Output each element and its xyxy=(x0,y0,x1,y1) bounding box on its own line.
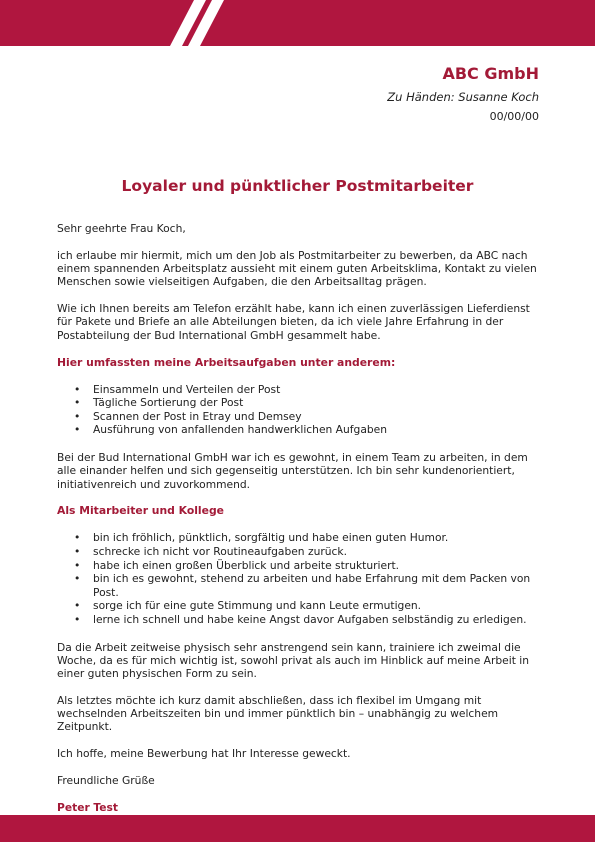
letter-body xyxy=(57,222,547,828)
list-item xyxy=(57,531,547,545)
list-item xyxy=(57,572,547,599)
list-item xyxy=(57,423,547,437)
list-item-text: schrecke ich nicht vor Routineaufgaben zurück. xyxy=(93,544,347,558)
signature-name: Peter Test xyxy=(57,800,119,814)
salutation: Sehr geehrte Frau Koch, xyxy=(57,222,186,235)
paragraph-team: Bei der Bud International GmbH war ich es gewohnt, in einem Team zu arbeiten, in dem alle einander helfen und sich gegenseitig unterstützen. Ich bin sehr kundenorientiert, initiativenreich und zuvorkommend. xyxy=(57,450,528,491)
top-band-fill xyxy=(0,0,595,46)
list-item-text: lerne ich schnell und habe keine Angst davor Aufgaben selbständig zu erledigen. xyxy=(93,612,527,626)
list-item xyxy=(57,383,547,397)
paragraph-closing: Ich hoffe, meine Bewerbung hat Ihr Interesse geweckt. xyxy=(57,747,351,761)
list-item xyxy=(57,559,547,573)
bullet-icon: • xyxy=(74,396,81,410)
qualities-heading: Als Mitarbeiter und Kollege xyxy=(57,504,225,518)
list-item xyxy=(57,613,547,627)
company-name: ABC GmbH xyxy=(442,64,539,83)
tasks-list xyxy=(57,383,547,437)
list-item-text: Scannen der Post in Etray und Demsey xyxy=(93,409,302,423)
bullet-icon: • xyxy=(74,572,81,586)
list-item xyxy=(57,599,547,613)
recipient-block xyxy=(387,64,539,124)
bottom-decorative-band xyxy=(0,815,595,842)
bullet-icon: • xyxy=(74,423,81,437)
bullet-icon: • xyxy=(74,382,81,396)
letter-date: 00/00/00 xyxy=(489,110,539,123)
tasks-heading: Hier umfassten meine Arbeitsaufgaben unter anderem: xyxy=(57,355,396,369)
bullet-icon: • xyxy=(74,599,81,613)
bullet-icon: • xyxy=(74,612,81,626)
paragraph-intro: ich erlaube mir hiermit, mich um den Job als Postmitarbeiter zu bewerben, da ABC nach einem spannenden Arbeitsplatz aussieht mit einem guten Arbeitsklima, Kontakt zu vielen Menschen sowie vielseitigen Aufgaben, die den Arbeitsalltag prägen. xyxy=(57,248,537,289)
bullet-icon: • xyxy=(74,531,81,545)
list-item-text: Ausführung von anfallenden handwerklichen Aufgaben xyxy=(93,423,388,437)
paragraph-flexibility: Als letztes möchte ich kurz damit abschließen, dass ich flexibel im Umgang mit wechselnden Arbeitszeiten bin und immer pünktlich bin – unabhängig zu welchem Zeitpunkt. xyxy=(57,693,499,734)
valediction: Freundliche Grüße xyxy=(57,774,155,788)
top-decorative-band xyxy=(0,0,595,46)
attention-line: Zu Händen: Susanne Koch xyxy=(387,90,539,104)
list-item-text: sorge ich für eine gute Stimmung und kann Leute ermutigen. xyxy=(93,599,422,613)
list-item-text: habe ich einen großen Überblick und arbeite strukturiert. xyxy=(93,558,400,572)
list-item xyxy=(57,396,547,410)
letter-subject: Loyaler und pünktlicher Postmitarbeiter xyxy=(121,177,474,195)
bullet-icon: • xyxy=(74,409,81,423)
qualities-list xyxy=(57,531,547,626)
list-item xyxy=(57,410,547,424)
list-item-text: Einsammeln und Verteilen der Post xyxy=(93,382,281,396)
list-item-text: bin ich fröhlich, pünktlich, sorgfältig und habe einen guten Humor. xyxy=(93,531,449,545)
list-item-text: Tägliche Sortierung der Post xyxy=(93,396,244,410)
paragraph-experience: Wie ich Ihnen bereits am Telefon erzählt habe, kann ich einen zuverlässigen Lieferdienst für Pakete und Briefe an alle Abteilungen bieten, da ich viele Jahre Erfahrung in der Postabteilung der Bud International GmbH gesammelt habe. xyxy=(57,302,530,342)
paragraph-fitness: Da die Arbeit zeitweise physisch sehr anstrengend sein kann, trainiere ich zweimal die Woche, da es für mich wichtig ist, sowohl privat als auch im Hinblick auf meine Arbeit in einer guten physischen Form zu sein. xyxy=(57,640,530,681)
bullet-icon: • xyxy=(74,544,81,558)
list-item xyxy=(57,545,547,559)
bullet-icon: • xyxy=(74,558,81,572)
list-item-text: bin ich es gewohnt, stehend zu arbeiten und habe Erfahrung mit dem Packen von Post. xyxy=(93,572,531,599)
